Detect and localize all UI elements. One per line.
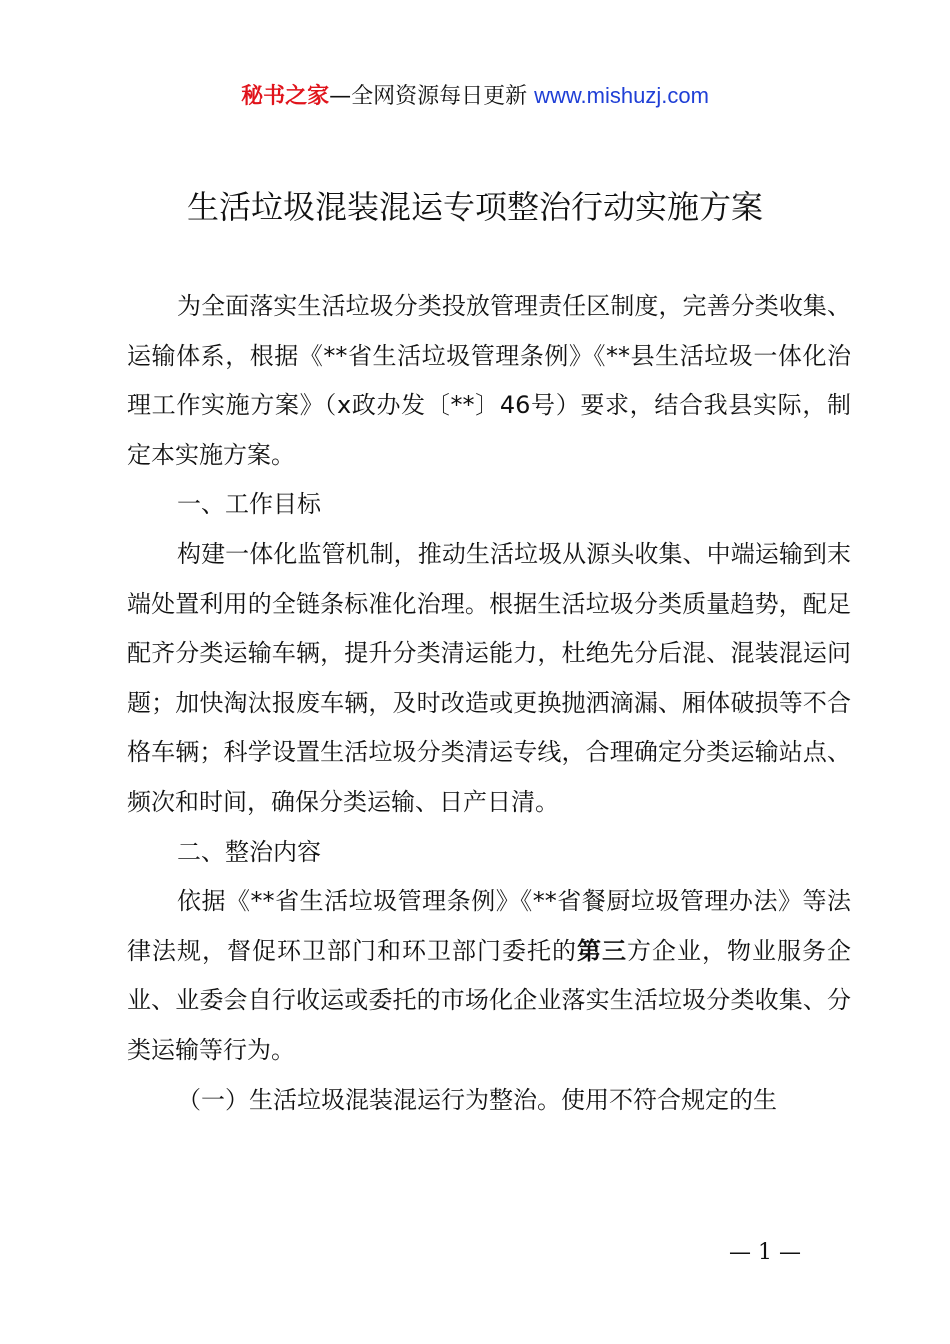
section-heading-content: 二、整治内容	[177, 837, 321, 866]
section-heading-goals: 一、工作目标	[177, 490, 321, 519]
site-brand: 秘书之家	[241, 84, 330, 109]
document-title: 生活垃圾混装混运专项整治行动实施方案	[186, 188, 763, 226]
site-url-link[interactable]: www.mishuzj.com	[534, 83, 709, 108]
page-number: — 1 —	[729, 1240, 801, 1265]
content-paragraph	[127, 877, 851, 1075]
site-header	[0, 80, 950, 113]
content-text-bold: 第三	[577, 936, 627, 965]
goals-paragraph: 构建一体化监管机制，推动生活垃圾从源头收集、中端运输到末端处置利用的全链条标准化治理。根据生活垃圾分类质量趋势，配足配齐分类运输车辆，提升分类清运能力，杜绝先分后混、混装混运问题；加快淘汰报废车辆，及时改造或更换抛洒滴漏、厢体破损等不合格车辆；科学设置生活垃圾分类清运专线，合理确定分类运输站点、频次和时间，确保分类运输、日产日清。	[127, 539, 851, 816]
subsection-paragraph: （一）生活垃圾混装混运行为整治。使用不符合规定的生	[177, 1085, 777, 1114]
intro-paragraph: 为全面落实生活垃圾分类投放管理责任区制度，完善分类收集、运输体系，根据《**省生活垃圾管理条例》《**县生活垃圾一体化治理工作实施方案》（x政办发〔**〕46号）要求，结合我县实际，制定本实施方案。	[127, 292, 851, 469]
content-text-part1: 依据《**省生活垃圾管理条例》《**省餐厨垃圾管理办法》等法律法规，督促环卫部门和环卫部门委托的	[127, 887, 851, 965]
document-body	[127, 282, 851, 1125]
site-slogan: —全网资源每日更新	[329, 84, 528, 109]
content-text-part2: 方企业，物业服务企业、业委会自行收运或委托的市场化企业落实生活垃圾分类收集、分类运输等行为。	[127, 936, 851, 1064]
